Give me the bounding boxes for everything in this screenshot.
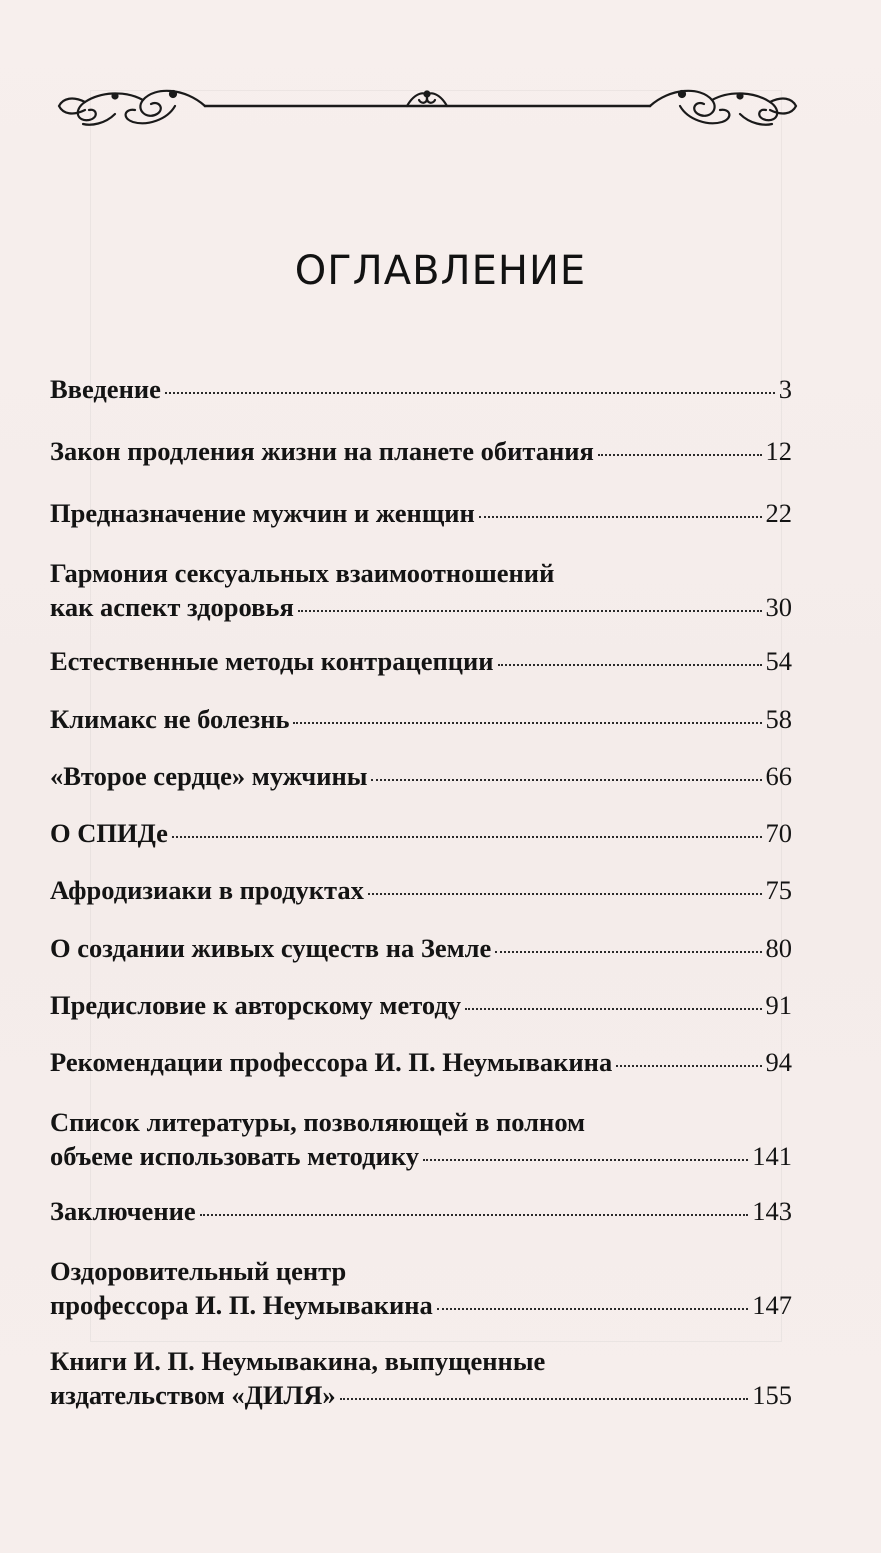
toc-entry-title: как аспект здоровья: [50, 592, 294, 622]
toc-page-number: 12: [765, 436, 792, 466]
page-title: ОГЛАВЛЕНИЕ: [294, 248, 587, 294]
toc-row: [50, 590, 792, 624]
toc-page-number: 91: [765, 990, 792, 1020]
toc-row: [50, 759, 792, 793]
toc-row: [50, 372, 792, 406]
dot-leader: [293, 721, 761, 724]
dot-leader: [598, 453, 762, 456]
dot-leader: [495, 950, 761, 953]
dot-leader: [340, 1397, 749, 1400]
toc-entry-title-line1: Оздоровительный центр: [50, 1256, 347, 1286]
toc-entry-title: Рекомендации профессора И. П. Неумывакина: [50, 1047, 613, 1077]
toc-page-number: 94: [765, 1047, 792, 1077]
toc-row: [50, 1378, 792, 1412]
dot-leader: [498, 663, 762, 666]
toc-row: [50, 434, 792, 468]
toc-page-number: 70: [765, 818, 792, 848]
toc-page-number: 143: [752, 1196, 792, 1226]
dot-leader: [616, 1064, 761, 1067]
dot-leader: [371, 778, 761, 781]
toc-entry-title: О СПИДе: [50, 818, 168, 848]
toc-row: [50, 931, 792, 965]
toc-page-number: 58: [765, 704, 792, 734]
toc-entry-title: О создании живых существ на Земле: [50, 933, 492, 963]
toc-page-number: 30: [765, 592, 792, 622]
toc-page-number: 22: [765, 498, 792, 528]
toc-page-number: 3: [778, 374, 792, 404]
dot-leader: [437, 1307, 748, 1310]
toc-entry-title: «Второе сердце» мужчины: [50, 761, 368, 791]
toc-entry-title: Естественные методы контрацепции: [50, 646, 494, 676]
toc-row: [50, 702, 792, 736]
toc-entry-title: Предназначение мужчин и женщин: [50, 498, 475, 528]
toc-entry: [50, 372, 792, 406]
toc-entry: [50, 1105, 792, 1173]
toc-row: [50, 644, 792, 678]
toc-entry-title: Заключение: [50, 1196, 196, 1226]
toc-page-number: 147: [752, 1290, 792, 1320]
toc-entry-title: Введение: [50, 374, 161, 404]
toc-entry-title-line1: Гармония сексуальных взаимоотношений: [50, 558, 555, 588]
toc-row: [50, 988, 792, 1022]
toc-entry: [50, 759, 792, 793]
toc-entry-title-line1: Список литературы, позволяющей в полном: [50, 1107, 586, 1137]
toc-entry: [50, 702, 792, 736]
toc-page-number: 141: [752, 1141, 792, 1171]
toc-entry-title-line1: Книги И. П. Неумывакина, выпущенные: [50, 1346, 546, 1376]
toc-entry: [50, 1254, 792, 1322]
toc-entry: [50, 873, 792, 907]
toc-row: [50, 496, 792, 530]
dot-leader: [165, 391, 775, 394]
toc-entry-title: Климакс не болезнь: [50, 704, 290, 734]
dot-leader: [479, 515, 762, 518]
toc-page-number: 75: [765, 875, 792, 905]
toc-page-number: 80: [765, 933, 792, 963]
dot-leader: [200, 1213, 749, 1216]
toc-entry: [50, 1194, 792, 1228]
toc-entry: [50, 988, 792, 1022]
toc-row: [50, 1194, 792, 1228]
toc-page-number: 155: [752, 1380, 792, 1410]
toc-entry-title: объеме использовать методику: [50, 1141, 419, 1171]
dot-leader: [465, 1007, 761, 1010]
toc-entry-title: Предисловие к авторскому методу: [50, 990, 462, 1020]
toc-entry: [50, 816, 792, 850]
toc-entry: [50, 556, 792, 624]
toc-entry-title: Афродизиаки в продуктах: [50, 875, 364, 905]
toc-entry-title: Закон продления жизни на планете обитания: [50, 436, 594, 466]
toc-entry: [50, 931, 792, 965]
toc-row: [50, 1045, 792, 1079]
ornament-divider-icon: [55, 80, 800, 132]
toc-entry: [50, 1344, 792, 1412]
toc-entry: [50, 644, 792, 678]
toc-row: [50, 873, 792, 907]
toc-entry: [50, 496, 792, 530]
dot-leader: [368, 892, 762, 895]
toc-row: [50, 1139, 792, 1173]
toc-entry-title: профессора И. П. Неумывакина: [50, 1290, 433, 1320]
dot-leader: [172, 835, 762, 838]
dot-leader: [423, 1158, 748, 1161]
toc-entry: [50, 434, 792, 468]
dot-leader: [298, 609, 762, 612]
toc-page-number: 54: [765, 646, 792, 676]
toc-row: [50, 816, 792, 850]
toc-entry: [50, 1045, 792, 1079]
toc-page-number: 66: [765, 761, 792, 791]
toc-entry-title: издательством «ДИЛЯ»: [50, 1380, 336, 1410]
toc-row: [50, 1288, 792, 1322]
